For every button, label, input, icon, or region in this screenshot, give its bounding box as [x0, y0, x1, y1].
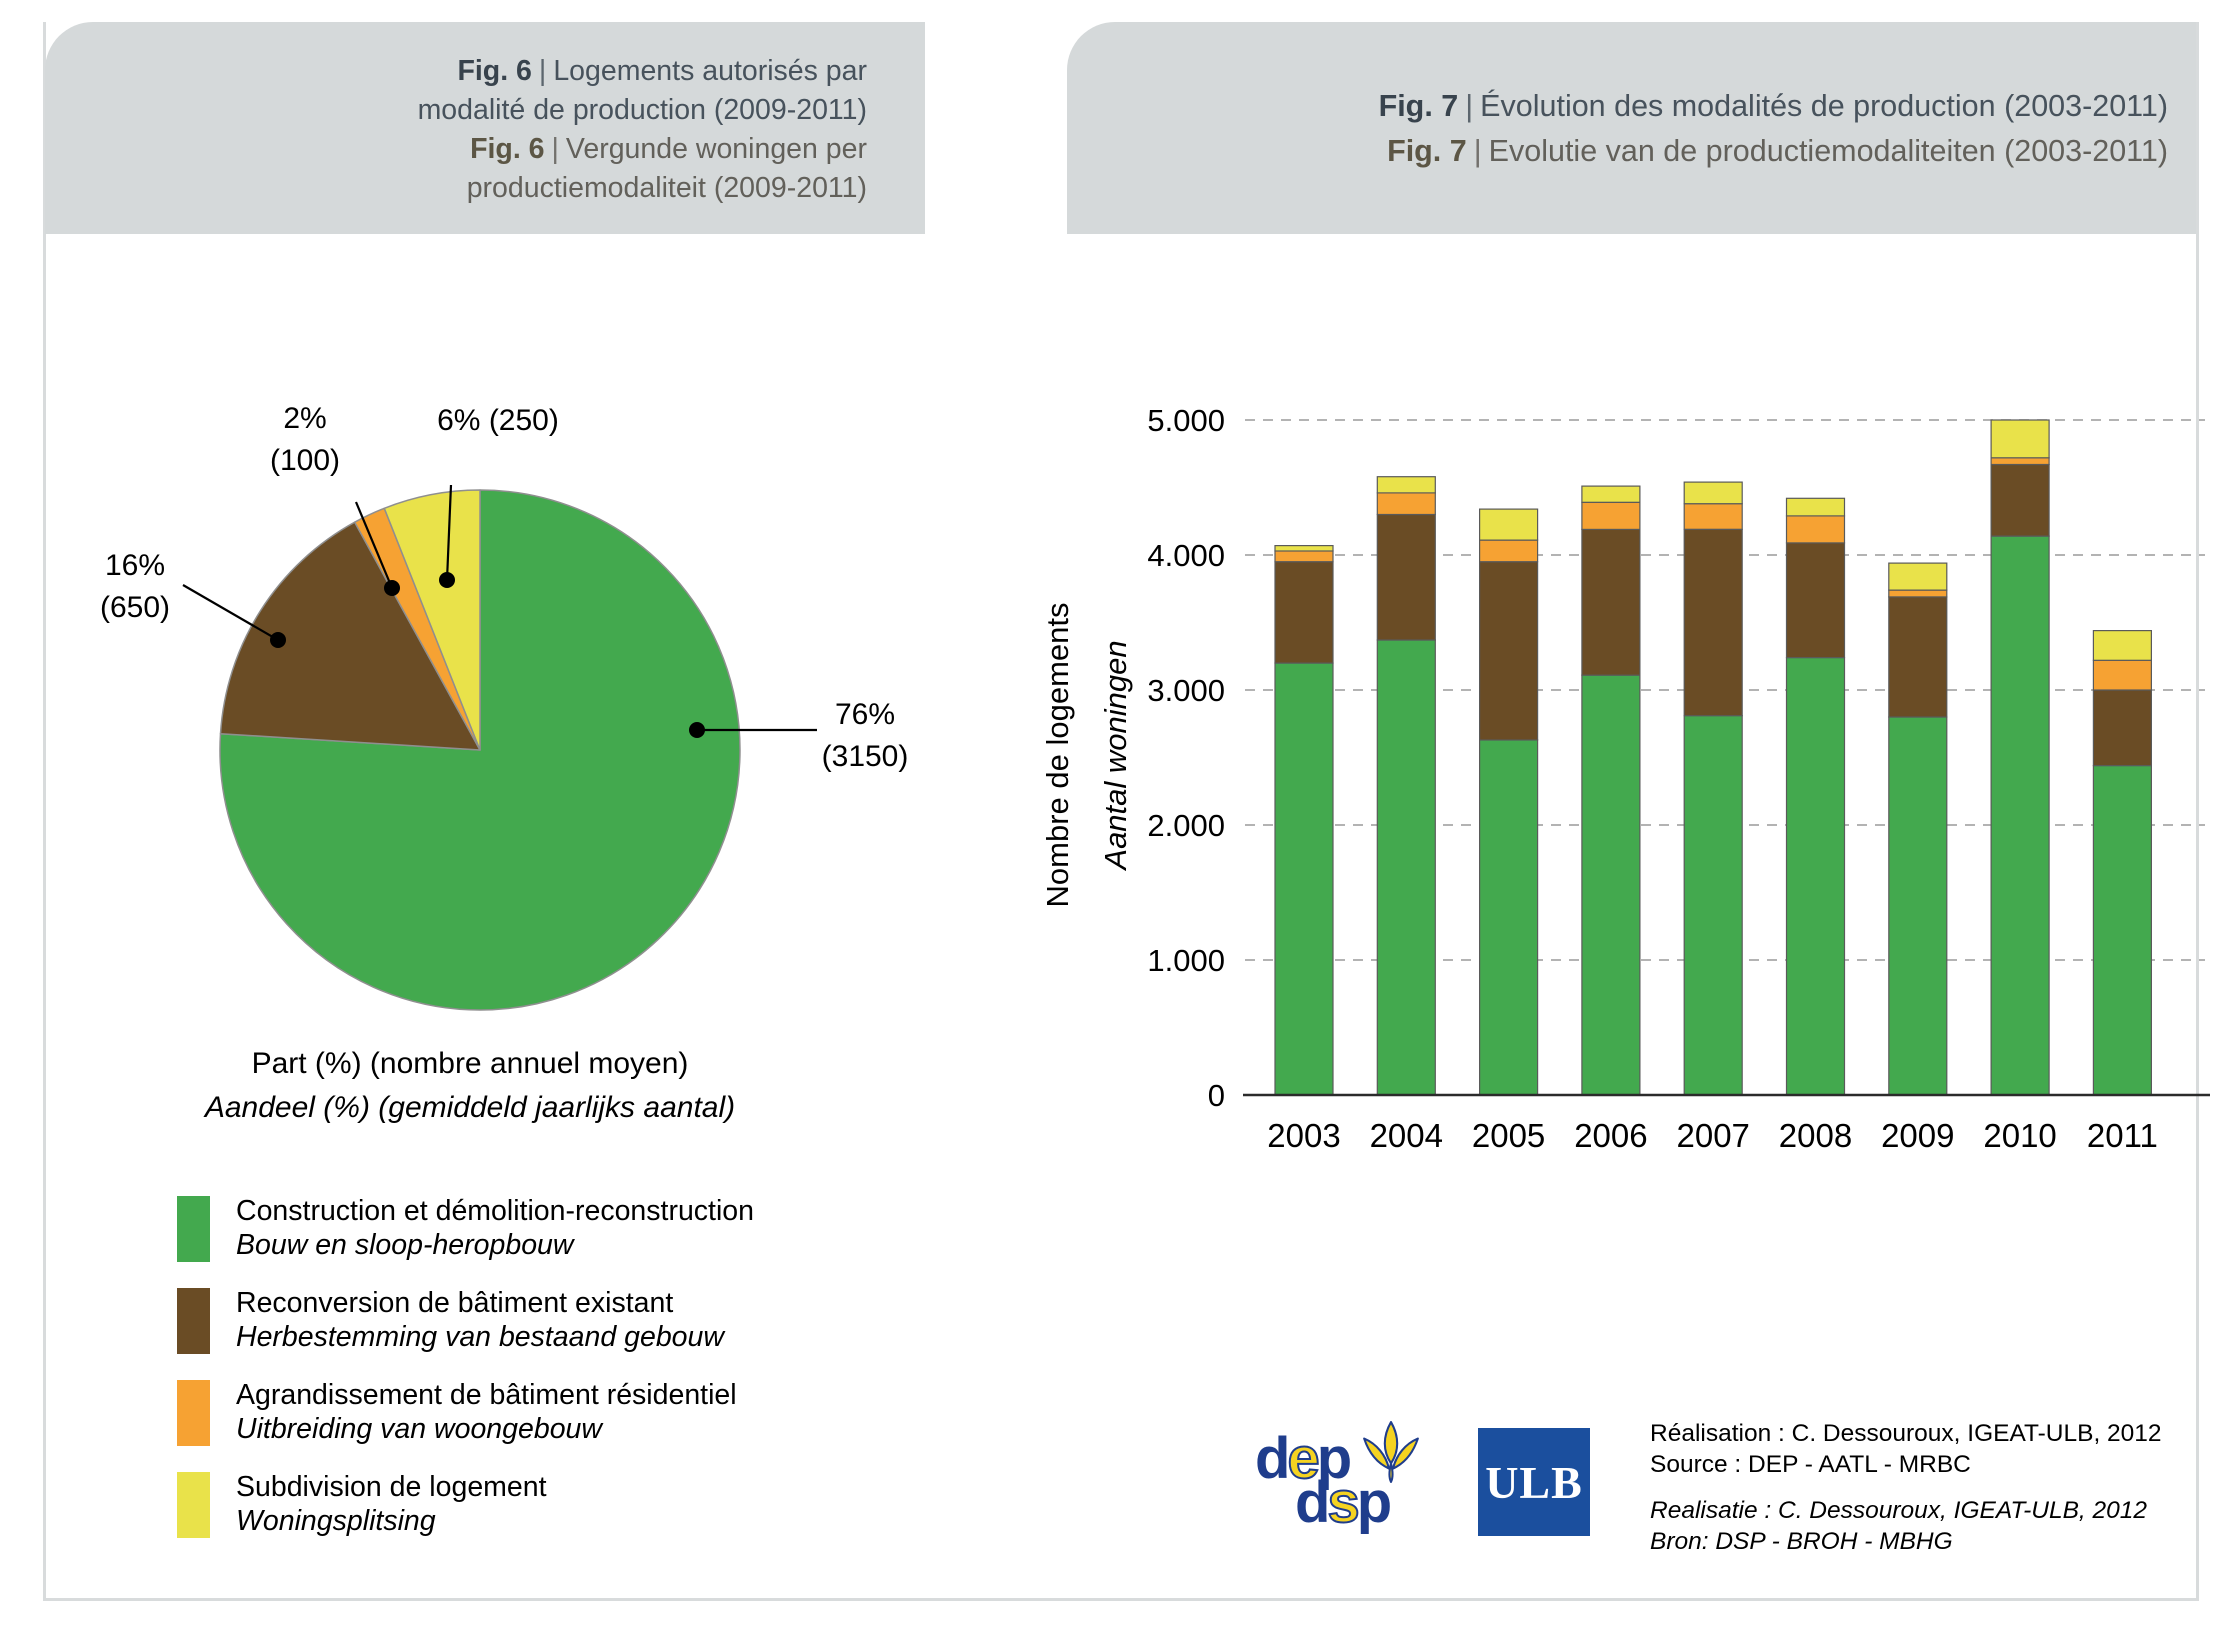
fig7-header	[1067, 22, 2196, 234]
svg-text:5.000: 5.000	[1147, 403, 1225, 438]
svg-text:2008: 2008	[1778, 1117, 1853, 1154]
svg-text:2005: 2005	[1471, 1117, 1546, 1154]
iris-flower-icon	[1360, 1420, 1422, 1484]
credit-source-nl: Bron: DSP - BROH - MBHG	[1650, 1528, 1953, 1555]
pie-callout-reconversion: 16% (650)	[99, 549, 171, 624]
svg-text:3.000: 3.000	[1147, 673, 1225, 708]
credit-source-fr: Source : DEP - AATL - MRBC	[1650, 1451, 1971, 1478]
pie-callout-construction: 76% (3150)	[821, 698, 909, 773]
svg-text:1.000: 1.000	[1147, 943, 1225, 978]
pie-callout-agrandissement: 2% (100)	[269, 402, 341, 477]
svg-text:2007: 2007	[1676, 1117, 1750, 1154]
fig7-title-fr: Fig. 7 | Évolution des modalités de production (2003-2011)	[1378, 89, 2168, 123]
pie-slices	[220, 490, 740, 1010]
legend-label-fr: Reconversion de bâtiment existant	[236, 1287, 674, 1319]
dep-dsp-logo: dep dsp	[1255, 1426, 1390, 1535]
legend-label-fr: Subdivision de logement	[236, 1471, 547, 1503]
credit-realisation-fr: Réalisation : C. Dessouroux, IGEAT-ULB, 2012	[1650, 1420, 2162, 1447]
fig7-title-nl: Fig. 7 | Evolutie van de productiemodaliteiten (2003-2011)	[1387, 134, 2168, 168]
fig7-label-nl: Fig. 7	[1387, 134, 1467, 168]
legend-swatch-reconversion	[177, 1288, 210, 1354]
fig6-title-fr-line1: Fig. 6 | Logements autorisés par	[457, 55, 867, 87]
legend-label-nl: Herbestemming van bestaand gebouw	[236, 1321, 724, 1353]
bar-chart	[1020, 395, 2220, 1185]
pie-callout-subdivision: 6% (250)	[437, 404, 559, 437]
legend-swatch-agrandissement	[177, 1380, 210, 1446]
fig6-label-nl: Fig. 6	[470, 133, 545, 165]
fig7-separator-nl: |	[1473, 134, 1482, 168]
fig6-separator-nl: |	[551, 133, 559, 165]
legend-label-fr: Agrandissement de bâtiment résidentiel	[236, 1379, 737, 1411]
pie-caption	[150, 1042, 790, 1130]
pie-caption-nl: Aandeel (%) (gemiddeld jaarlijks aantal)	[204, 1091, 736, 1124]
fig6-title-nl-line1: Fig. 6 | Vergunde woningen per	[470, 133, 867, 165]
ulb-logo: ULB	[1478, 1428, 1590, 1536]
svg-text:2.000: 2.000	[1147, 808, 1225, 843]
legend-label-nl: Woningsplitsing	[236, 1505, 436, 1537]
credits	[1650, 1418, 2162, 1557]
fig6-label-fr: Fig. 6	[457, 55, 532, 87]
svg-text:2004: 2004	[1369, 1117, 1444, 1154]
svg-text:2006: 2006	[1574, 1117, 1648, 1154]
y-tick-labels	[1147, 403, 1225, 1113]
bars	[1275, 420, 2151, 1095]
svg-text:2009: 2009	[1881, 1117, 1955, 1154]
y-axis-title-nl: Aantal woningen	[1098, 640, 1133, 870]
svg-text:2003: 2003	[1267, 1117, 1341, 1154]
fig6-title-nl-line2: productiemodaliteit (2009-2011)	[466, 172, 867, 204]
fig6-title-fr-line2: modalité de production (2009-2011)	[417, 94, 867, 126]
legend-label-fr: Construction et démolition-reconstruction	[236, 1195, 754, 1227]
credit-realisation-nl: Realisatie : C. Dessouroux, IGEAT-ULB, 2012	[1650, 1497, 2148, 1524]
legend-label-nl: Uitbreiding van woongebouw	[236, 1413, 602, 1445]
svg-text:0: 0	[1207, 1078, 1225, 1113]
svg-text:4.000: 4.000	[1147, 538, 1225, 573]
y-axis-title-fr: Nombre de logements	[1040, 602, 1075, 908]
x-category-labels	[1267, 1117, 2158, 1154]
svg-text:2011: 2011	[2086, 1117, 2158, 1154]
legend-swatch-construction	[177, 1196, 210, 1262]
pie-caption-fr: Part (%) (nombre annuel moyen)	[251, 1047, 689, 1080]
fig7-separator: |	[1465, 89, 1474, 123]
legend-label-nl: Bouw en sloop-heropbouw	[236, 1229, 574, 1261]
fig6-separator: |	[538, 55, 547, 87]
svg-text:2010: 2010	[1983, 1117, 2057, 1154]
fig7-label-fr: Fig. 7	[1378, 89, 1459, 123]
legend-swatch-subdivision	[177, 1472, 210, 1538]
fig6-header	[45, 22, 925, 234]
